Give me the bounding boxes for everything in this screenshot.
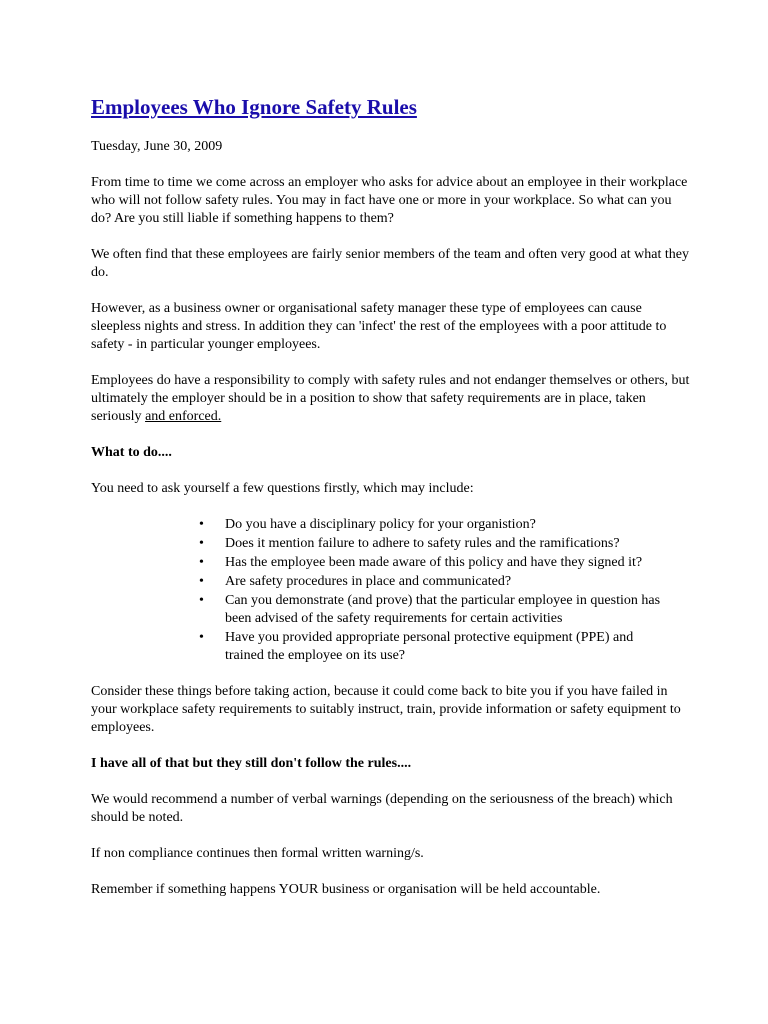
list-item (199, 535, 669, 553)
list-item-text: Are safety procedures in place and communicated? (225, 574, 512, 589)
paragraph-senior-employees: We often find that these employees are fairly senior members of the team and often very good at what they do. (91, 247, 689, 280)
list-item (199, 516, 669, 534)
bullet-icon: • (199, 555, 204, 570)
paragraph-business-owner: However, as a business owner or organisational safety manager these type of employees can cause sleepless nights and stress. In addition they can 'infect' the rest of the employees with a poor attitude to safety - in particular younger employees. (91, 301, 667, 352)
enforced-underlined-text: and enforced. (145, 409, 222, 424)
heading-still-dont-follow: I have all of that but they still don't follow the rules.... (91, 756, 412, 771)
article-title-link[interactable]: Employees Who Ignore Safety Rules (91, 95, 417, 119)
heading-what-to-do: What to do.... (91, 445, 172, 460)
list-item (199, 573, 669, 591)
paragraph-accountable: Remember if something happens YOUR business or organisation will be held accountable. (91, 882, 601, 897)
paragraph-responsibility (91, 372, 691, 426)
list-item-text: Have you provided appropriate personal protective equipment (PPE) and trained the employee on its use? (225, 630, 634, 663)
article (91, 93, 691, 899)
list-item (199, 592, 669, 628)
list-item-text: Does it mention failure to adhere to safety rules and the ramifications? (225, 536, 620, 551)
paragraph-written-warning: If non compliance continues then formal written warning/s. (91, 846, 424, 861)
questions-list (91, 516, 669, 665)
bullet-icon: • (199, 517, 204, 532)
bullet-icon: • (199, 574, 204, 589)
bullet-icon: • (199, 536, 204, 551)
list-item (199, 629, 669, 665)
list-item (199, 554, 669, 572)
list-item-text: Has the employee been made aware of this policy and have they signed it? (225, 555, 643, 570)
bullet-icon: • (199, 593, 204, 608)
list-item-text: Do you have a disciplinary policy for your organistion? (225, 517, 536, 532)
bullet-icon: • (199, 630, 204, 645)
post-date: Tuesday, June 30, 2009 (91, 139, 223, 154)
list-item-text: Can you demonstrate (and prove) that the particular employee in question has been advised of the safety requirements for certain activities (225, 593, 661, 626)
paragraph-consider: Consider these things before taking action, because it could come back to bite you if you have failed in your workplace safety requirements to suitably instruct, train, provide information or safety equipment to employees. (91, 684, 681, 735)
paragraph-questions-intro: You need to ask yourself a few questions firstly, which may include: (91, 481, 474, 496)
paragraph-intro: From time to time we come across an employer who asks for advice about an employee in their workplace who will not follow safety rules. You may in fact have one or more in your workplace. So what can you do? Are you still liable if something happens to them? (91, 175, 688, 226)
paragraph-verbal-warnings: We would recommend a number of verbal warnings (depending on the seriousness of the breach) which should be noted. (91, 792, 673, 825)
paragraph-responsibility-text: Employees do have a responsibility to comply with safety rules and not endanger themselves or others, but ultimately the employer should be in a position to show that safety requirements are in place, taken seriously (91, 373, 690, 424)
